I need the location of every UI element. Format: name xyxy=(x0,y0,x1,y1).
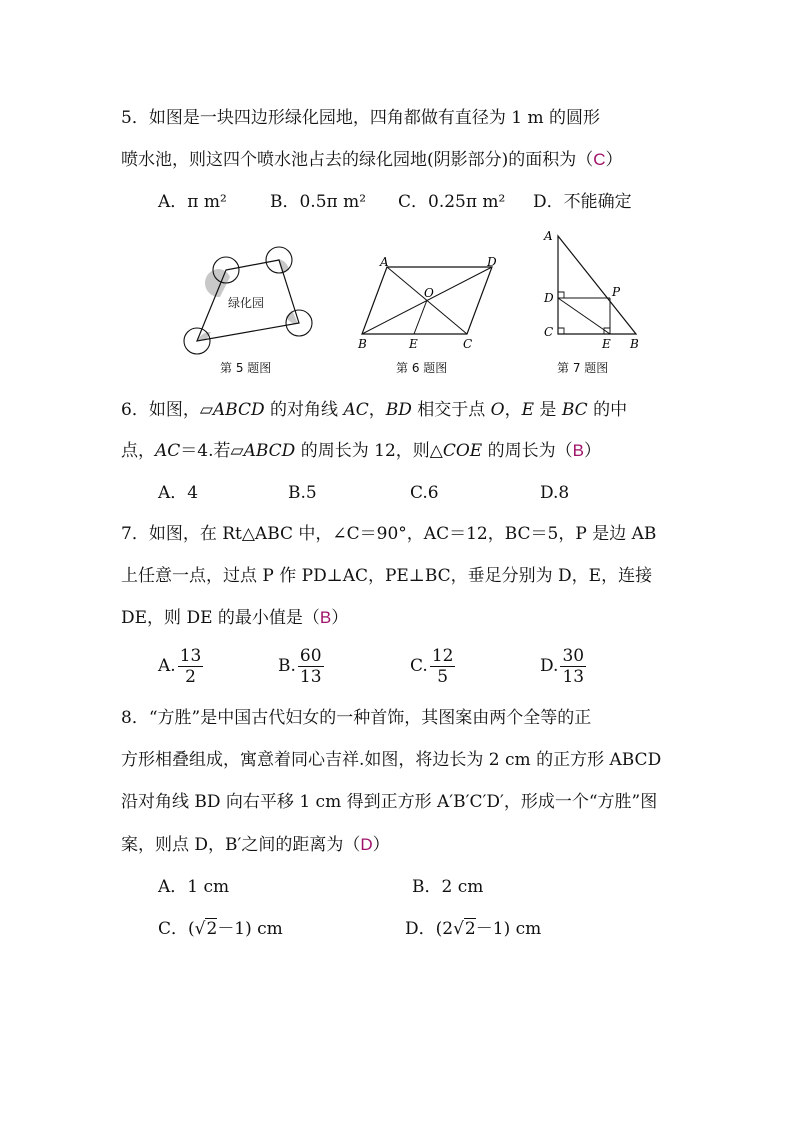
q7-option-d: D. $\frac{30}{13}$ xyxy=(540,646,585,687)
q7-line3: DE，则 DE 的最小值是（B） xyxy=(121,608,349,628)
q8-line4: 案，则点 D，B′之间的距离为（D） xyxy=(121,835,390,855)
figure-5-label: 绿化园 xyxy=(228,296,265,310)
fig7-label-e: E xyxy=(602,337,611,351)
fig6-label-a: A xyxy=(380,255,389,269)
q7-line1: 7．如图，在 Rt△ABC 中，∠C＝90°，AC＝12，BC＝5，P 是边 AB xyxy=(121,524,657,544)
fig7-label-p: P xyxy=(612,285,621,299)
q5-line2 xyxy=(121,148,623,172)
q5-option-d: D．不能确定 xyxy=(533,192,632,212)
q5-option-c: C．0.25π m² xyxy=(398,192,506,212)
figure-7-drawing xyxy=(540,228,650,354)
fig7-label-b: B xyxy=(630,337,639,351)
fig6-label-c: C xyxy=(463,337,473,351)
q8-option-a: A．1 cm xyxy=(158,877,230,897)
q5-line1: 5．如图是一块四边形绿化园地，四角都做有直径为 1 m 的圆形 xyxy=(121,108,600,128)
fig7-label-c: C xyxy=(544,325,554,339)
q7-option-b: B. $\frac{60}{13}$ xyxy=(278,646,322,687)
fig6-label-e: E xyxy=(409,337,418,351)
fig6-label-d: D xyxy=(487,255,497,269)
q8-line2: 方形相叠组成，寓意着同心吉祥.如图，将边长为 2 cm 的正方形 ABCD xyxy=(121,750,662,770)
q6-option-d: D.8 xyxy=(540,483,570,503)
figure-6 xyxy=(352,252,502,352)
q7-line2: 上任意一点，过点 P 作 PD⊥AC，PE⊥BC，垂足分别为 D，E，连接 xyxy=(121,566,653,586)
q6-line1: 6．如图，▱ABCD 的对角线 AC，BD 相交于点 O，E 是 BC 的中 xyxy=(121,400,628,420)
q7-option-a: A. $\frac{13}{2}$ xyxy=(158,646,202,687)
figure-5-caption: 第 5 题图 xyxy=(220,361,272,375)
q5-answer: C xyxy=(593,150,606,169)
fig7-label-d: D xyxy=(544,291,554,305)
q8-option-d: D．(2√2－1) cm xyxy=(405,919,542,939)
figure-6-caption: 第 6 题图 xyxy=(396,361,448,375)
q5-close: ） xyxy=(605,150,623,170)
q7-option-c: C. $\frac{12}{5}$ xyxy=(410,646,454,687)
fig6-label-b: B xyxy=(358,337,367,351)
q8-line3: 沿对角线 BD 向右平移 1 cm 得到正方形 A′B′C′D′，形成一个“方胜”图 xyxy=(121,792,658,812)
q6-answer: B xyxy=(572,441,584,460)
q7-answer: B xyxy=(319,608,332,627)
fig7-label-a: A xyxy=(544,229,553,243)
fig6-label-o: O xyxy=(424,286,434,300)
q8-option-b: B．2 cm xyxy=(412,877,484,897)
figure-7-caption: 第 7 题图 xyxy=(557,361,609,375)
figure-6-drawing xyxy=(352,252,502,352)
q6-option-b: B.5 xyxy=(288,483,317,503)
q6-line2: 点，AC＝4.若▱ABCD 的周长为 12，则△COE 的周长为（B） xyxy=(121,441,601,461)
q5-option-a: A．π m² xyxy=(158,192,227,212)
q8-option-c: C．(√2－1) cm xyxy=(158,919,283,939)
q8-line1: 8．“方胜”是中国古代妇女的一种首饰，其图案由两个全等的正 xyxy=(121,708,592,728)
q8-answer: D xyxy=(360,835,373,854)
figure-5 xyxy=(180,242,320,357)
q6-option-c: C.6 xyxy=(410,483,439,503)
q6-option-a: A．4 xyxy=(158,483,199,503)
figure-7 xyxy=(540,228,650,354)
q5-line2-text: 喷水池，则这四个喷水池占去的绿化园地(阴影部分)的面积为（ xyxy=(121,150,594,170)
q5-option-b: B．0.5π m² xyxy=(270,192,367,212)
